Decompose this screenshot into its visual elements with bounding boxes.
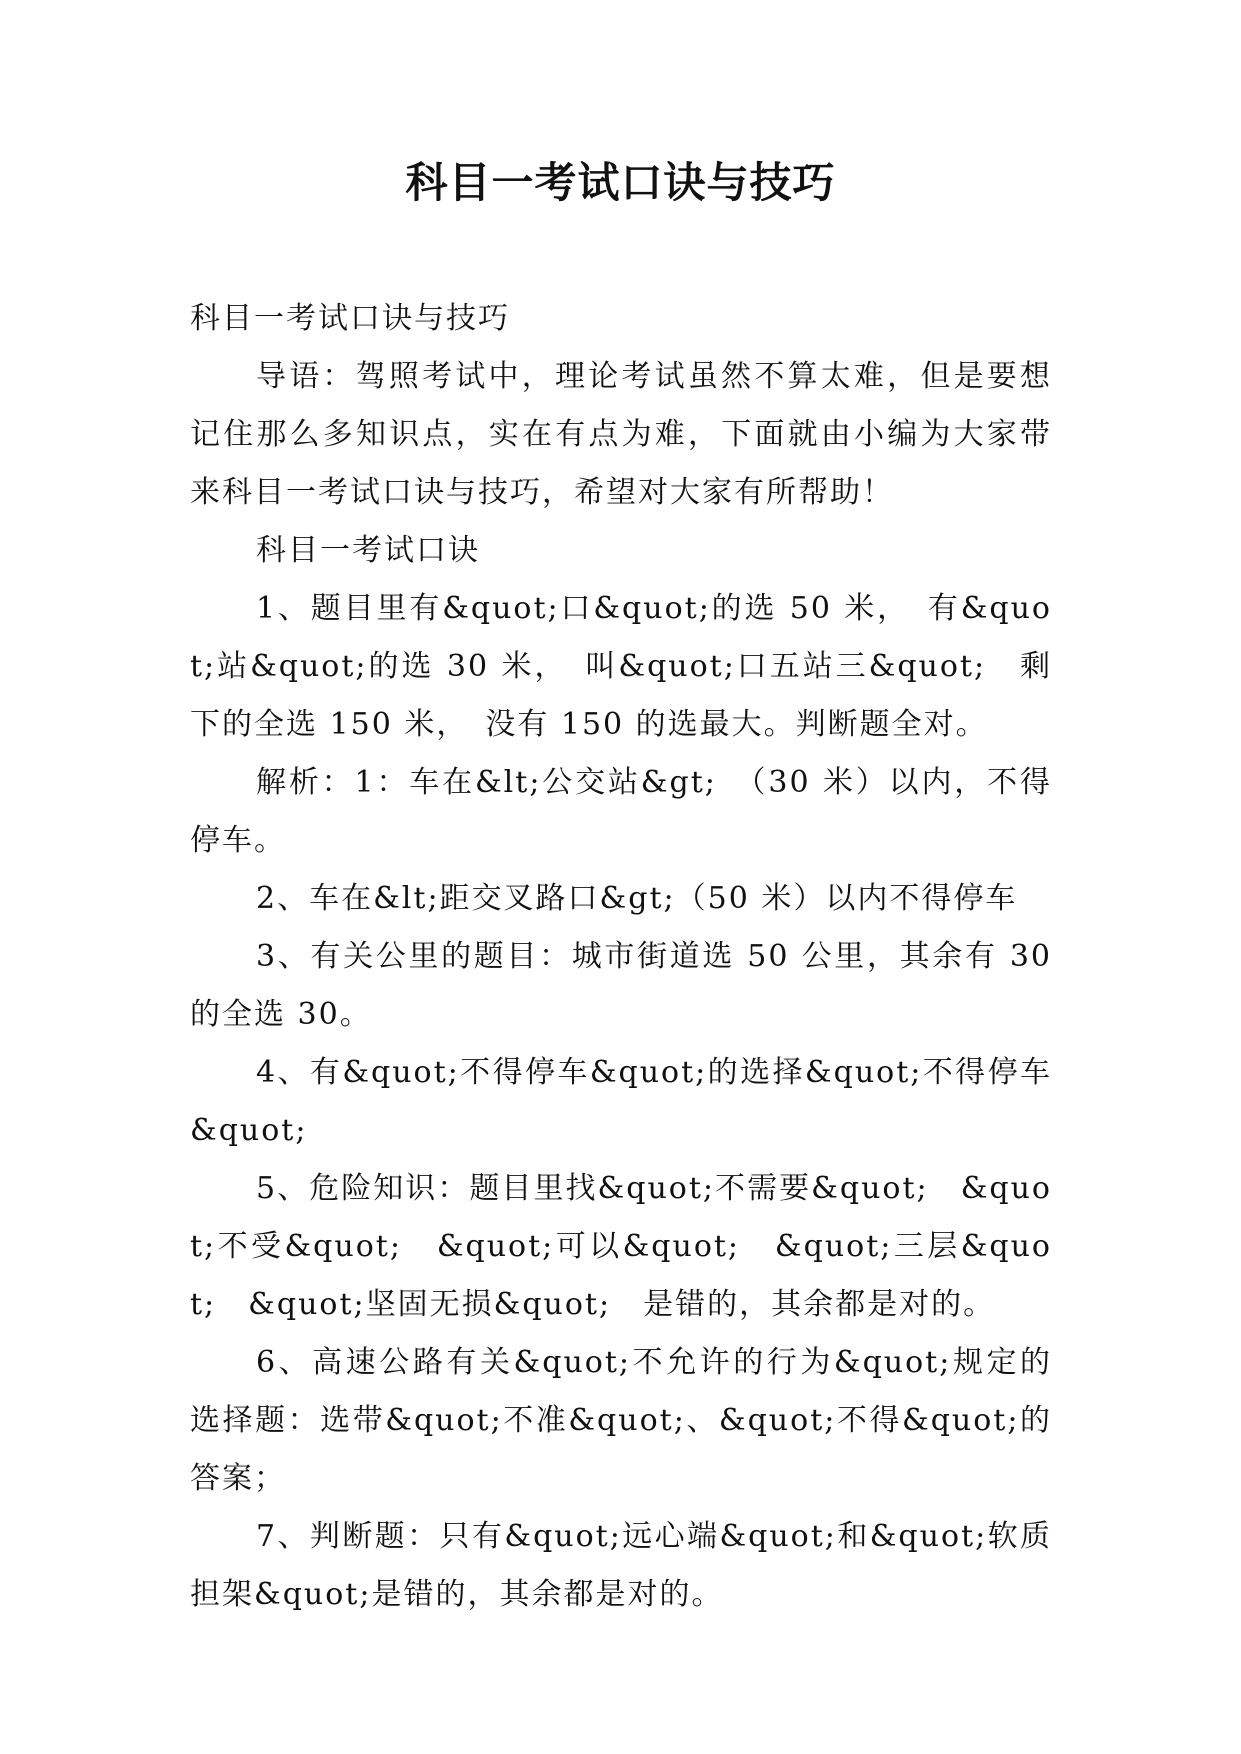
document-body bbox=[190, 290, 1052, 1624]
paragraph-analysis: 解析：1：车在&lt;公交站&gt; （30 米）以内，不得停车。 bbox=[190, 765, 1052, 858]
paragraph-item-7: 7、判断题：只有&quot;远心端&quot;和&quot;软质担架&quot;是错的，其余都是对的。 bbox=[190, 1519, 1052, 1612]
paragraph-item-6: 6、高速公路有关&quot;不允许的行为&quot;规定的选择题：选带&quot;不准&quot;、&quot;不得&quot;的答案； bbox=[190, 1345, 1052, 1496]
paragraph-item-2: 2、车在&lt;距交叉路口&gt;（50 米）以内不得停车 bbox=[256, 881, 1018, 916]
paragraph-item-5: 5、危险知识：题目里找&quot;不需要&quot; &quot;不受&quot; &quot;可以&quot; &quot;三层&quot; &quot;坚固无损&quot; 是错的，其余都是对的。 bbox=[190, 1171, 1052, 1322]
document-title: 科目一考试口诀与技巧 bbox=[405, 158, 836, 207]
paragraph-subtitle: 科目一考试口诀与技巧 bbox=[190, 301, 510, 336]
paragraph-item-1: 1、题目里有&quot;口&quot;的选 50 米， 有&quot;站&quot;的选 30 米， 叫&quot;口五站三&quot; 剩下的全选 150 米， 没有 150 的选最大。判断题全对。 bbox=[190, 591, 1052, 742]
paragraph-item-3: 3、有关公里的题目：城市街道选 50 公里，其余有 30 的全选 30。 bbox=[190, 939, 1052, 1032]
paragraph-item-4: 4、有&quot;不得停车&quot;的选择&quot;不得停车&quot; bbox=[190, 1055, 1052, 1148]
paragraph-section-heading: 科目一考试口诀 bbox=[256, 533, 480, 568]
paragraph-intro: 导语：驾照考试中，理论考试虽然不算太难，但是要想记住那么多知识点，实在有点为难，下面就由小编为大家带来科目一考试口诀与技巧，希望对大家有所帮助！ bbox=[190, 359, 1052, 510]
